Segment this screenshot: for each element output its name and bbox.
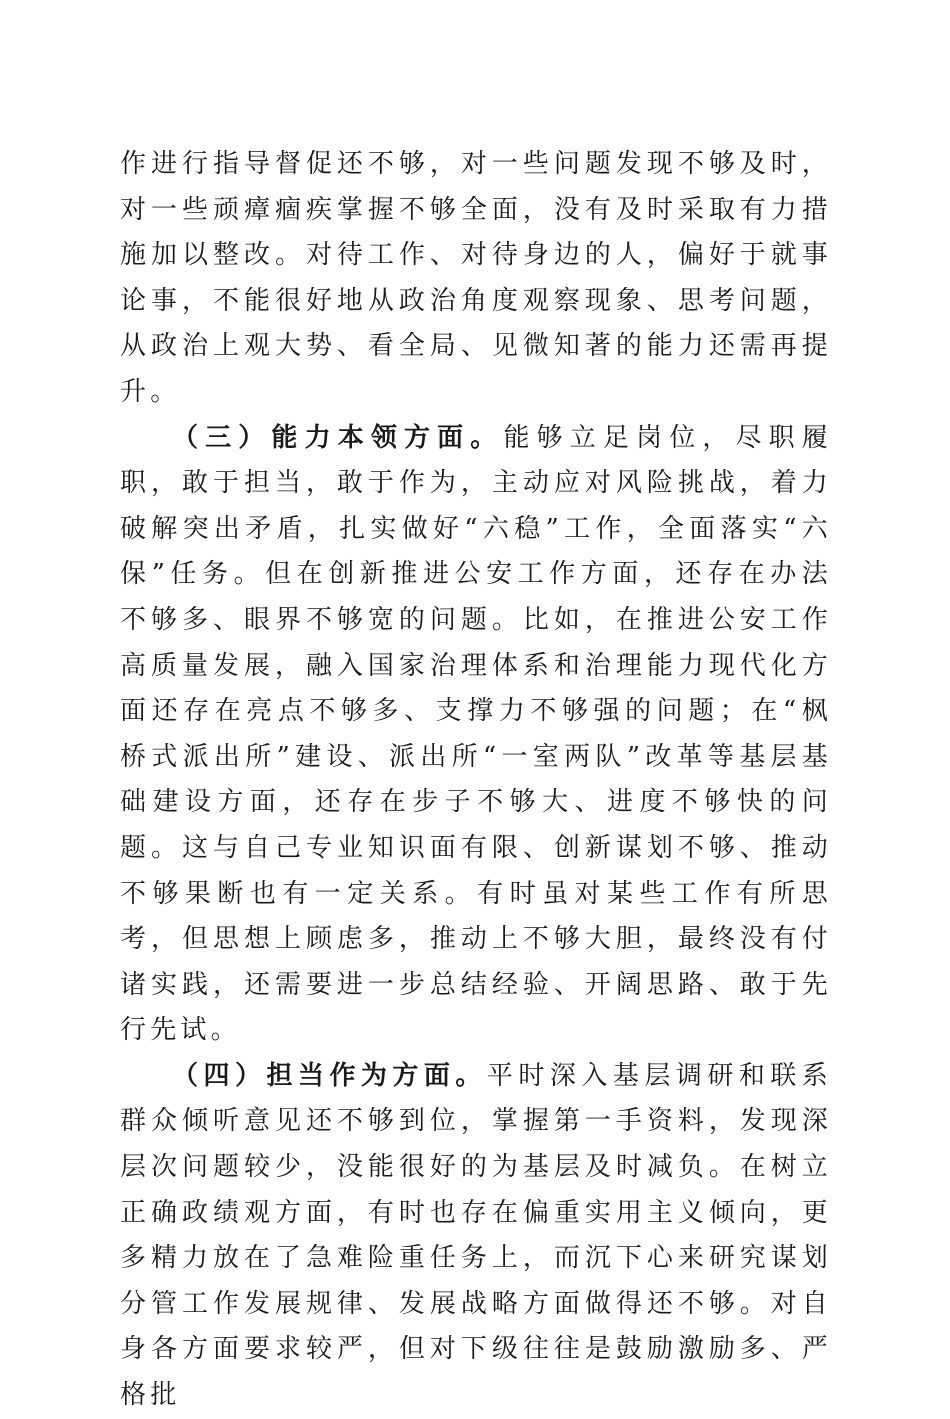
- paragraph-text: 作进行指导督促还不够，对一些问题发现不够及时，对一些顽瘴痼疾掌握不够全面，没有及时采取有力措施加以整改。对待工作、对待身边的人，偏好于就事论事，不能很好地从政治角度观察现象、思考问题，从政治上观大势、看全局、见微知著的能力还需再提升。: [120, 149, 832, 407]
- paragraph-responsibility: [120, 1054, 832, 1419]
- paragraph-ability: [120, 416, 832, 1054]
- section-heading-ability: （三）能力本领方面。: [172, 422, 504, 453]
- section-heading-responsibility: （四）担当作为方面。: [172, 1060, 487, 1091]
- paragraph-continuation: [120, 142, 832, 416]
- document-body: [120, 142, 832, 1419]
- paragraph-text: 能够立足岗位，尽职履职，敢于担当，敢于作为，主动应对风险挑战，着力破解突出矛盾，扎实做好“六稳”工作，全面落实“六保”任务。但在创新推进公安工作方面，还存在办法不够多、眼界不够宽的问题。比如，在推进公安工作高质量发展，融入国家治理体系和治理能力现代化方面还存在亮点不够多、支撑力不够强的问题；在“枫桥式派出所”建设、派出所“一室两队”改革等基层基础建设方面，还存在步子不够大、进度不够快的问题。这与自己专业知识面有限、创新谋划不够、推动不够果断也有一定关系。有时虽对某些工作有所思考，但思想上顾虑多，推动上不够大胆，最终没有付诸实践，还需要进一步总结经验、开阔思路、敢于先行先试。: [120, 422, 832, 1046]
- paragraph-text: 平时深入基层调研和联系群众倾听意见还不够到位，掌握第一手资料，发现深层次问题较少，没能很好的为基层及时减负。在树立正确政绩观方面，有时也存在偏重实用主义倾向，更多精力放在了急难险重任务上，而沉下心来研究谋划分管工作发展规律、发展战略方面做得还不够。对自身各方面要求较严，但对下级往往是鼓励激励多、严格批: [120, 1060, 832, 1411]
